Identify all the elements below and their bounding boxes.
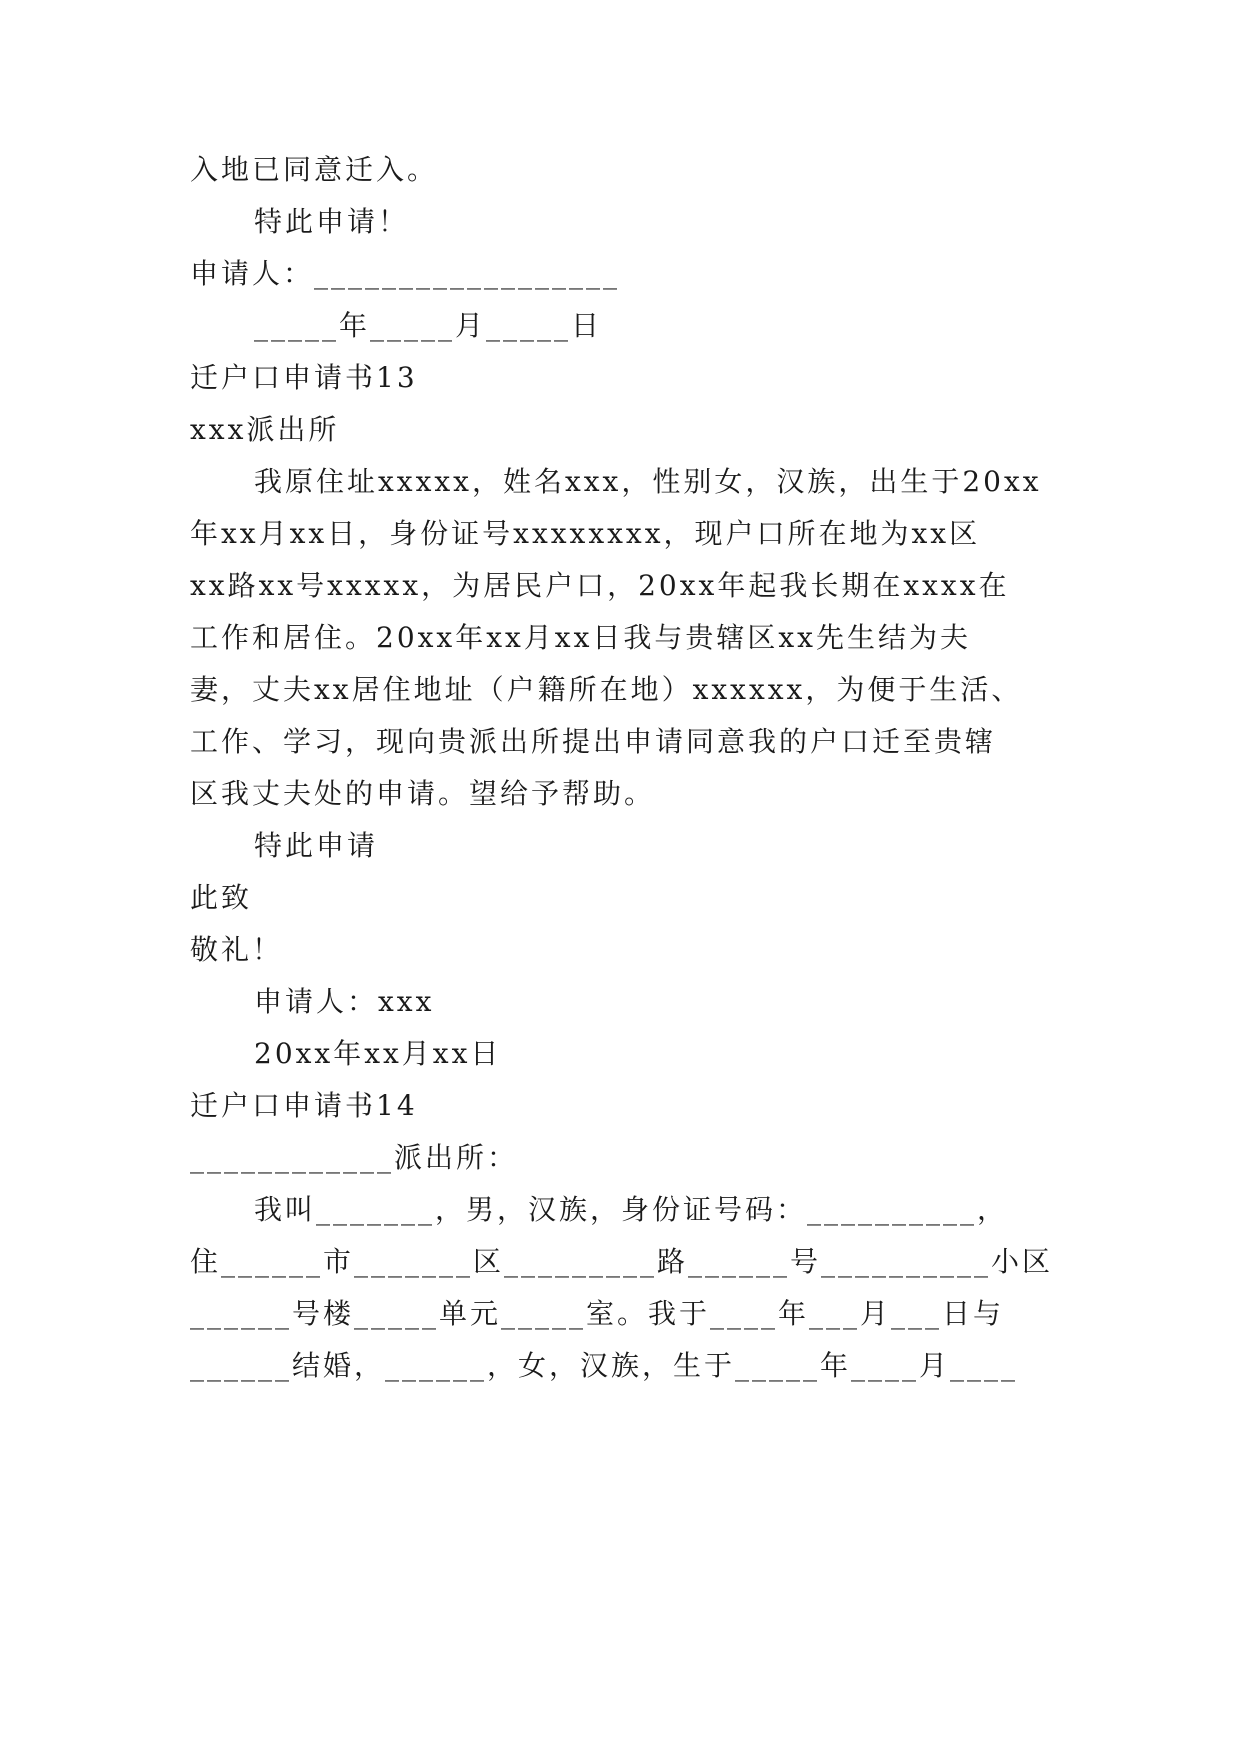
closing-request: 特此申请 <box>254 829 379 862</box>
form-line-4: ______结婚，______，女，汉族，生于_____年____月____ <box>190 1349 1019 1382</box>
body-line-4: 工作和居住。20xx年xx月xx日我与贵辖区xx先生结为夫 <box>190 621 971 654</box>
section-heading-14: 迁户口申请书14 <box>190 1089 418 1122</box>
form-line-2: 住______市_______区_________路______号__________小区 <box>190 1245 1054 1278</box>
date-line-2: 20xx年xx月xx日 <box>254 1037 502 1070</box>
body-line-3: xx路xx号xxxxx，为居民户口，20xx年起我长期在xxxx在 <box>190 569 1010 602</box>
text-line-3: 申请人：__________________ <box>190 257 621 290</box>
body-line-1: 我原住址xxxxx，姓名xxx，性别女，汉族，出生于20xx <box>254 465 1042 498</box>
closing-regards: 敬礼！ <box>190 933 284 966</box>
text-line-1: 入地已同意迁入。 <box>190 153 439 186</box>
body-line-5: 妻，丈夫xx居住地址（户籍所在地）xxxxxx，为便于生活、 <box>190 673 1023 706</box>
body-line-7: 区我丈夫处的申请。望给予帮助。 <box>190 777 656 810</box>
body-line-6: 工作、学习，现向贵派出所提出申请同意我的户口迁至贵辖 <box>190 725 997 758</box>
section-heading-13: 迁户口申请书13 <box>190 361 418 394</box>
closing-salutation: 此致 <box>190 881 253 914</box>
text-line-2: 特此申请！ <box>254 205 410 238</box>
addressee-1: xxx派出所 <box>190 413 340 446</box>
form-line-1: 我叫_______，男，汉族，身份证号码：__________， <box>254 1193 1009 1226</box>
form-line-3: ______号楼_____单元_____室。我于____年___月___日与 <box>190 1297 1005 1330</box>
addressee-2: ____________派出所： <box>190 1141 519 1174</box>
date-line-1: _____年_____月_____日 <box>254 309 603 342</box>
body-line-2: 年xx月xx日，身份证号xxxxxxxx，现户口所在地为xx区 <box>190 517 981 550</box>
applicant-signature: 申请人：xxx <box>254 985 435 1018</box>
